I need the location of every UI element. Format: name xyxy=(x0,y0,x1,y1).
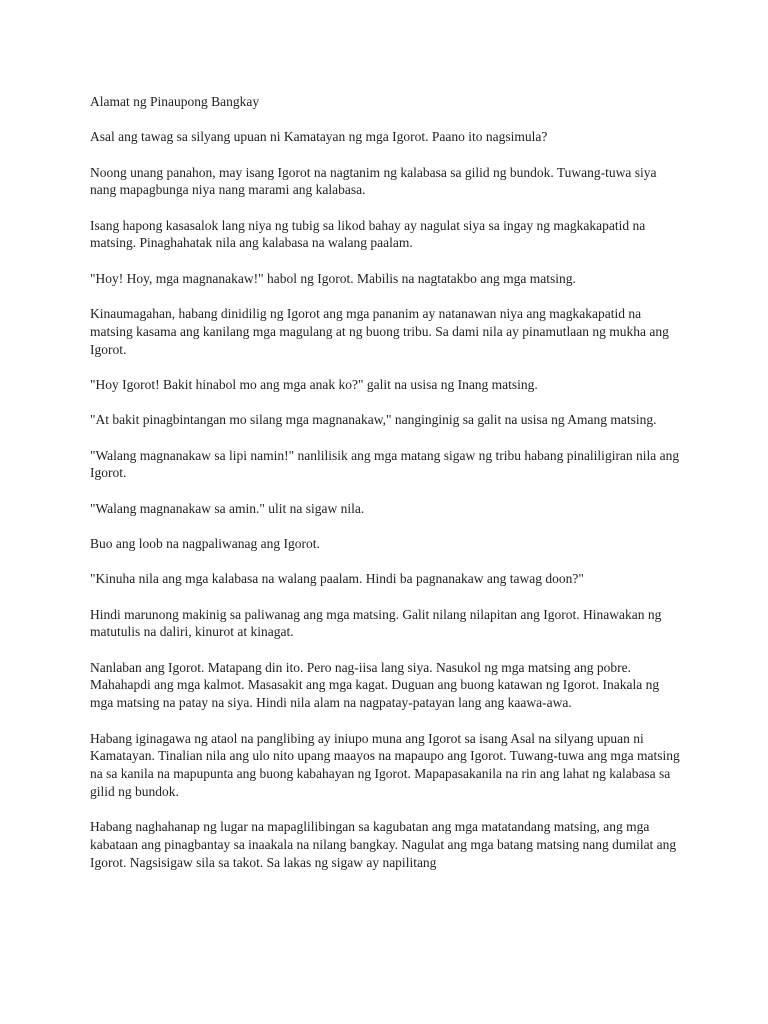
paragraph-10: Buo ang loob na nagpaliwanag ang Igorot. xyxy=(90,535,320,551)
paragraph-1: Asal ang tawag sa silyang upuan ni Kamatayan ng mga Igorot. Paano ito nagsimula? xyxy=(90,129,548,145)
paragraph-5: Kinaumagahan, habang dinidilig ng Igorot ang mga pananim ay natanawan niya ang magkakapatid na matsing kasama ang kanilang mga magulang at ng buong tribu. Sa dami nila ay pinamutlaan ng mukha ang Igorot. xyxy=(90,306,669,357)
paragraph-4: "Hoy! Hoy, mga magnanakaw!" habol ng Igorot. Mabilis na nagtatakbo ang mga matsing. xyxy=(90,270,576,286)
paragraph-15: Habang naghahanap ng lugar na mapaglilibingan sa kagubatan ang mga matatandang matsing, ang mga kabataan ang pinagbantay sa inaakala na nilang bangkay. Nagulat ang mga batang matsing nang dumilat ang Igorot. Nagsisigaw sila sa takot. Sa lakas ng sigaw ay napilitang xyxy=(90,819,677,870)
paragraph-8: "Walang magnanakaw sa lipi namin!" nanlilisik ang mga matang sigaw ng tribu habang pinaliligiran nila ang Igorot. xyxy=(90,447,680,481)
paragraph-9: "Walang magnanakaw sa amin." ulit na sigaw nila. xyxy=(90,500,365,516)
paragraph-12: Hindi marunong makinig sa paliwanag ang mga matsing. Galit nilang nilapitan ang Igorot. Hinawakan ng matutulis na daliri, kinurot at kinagat. xyxy=(90,606,662,640)
paragraph-6: "Hoy Igorot! Bakit hinabol mo ang mga anak ko?" galit na usisa ng Inang matsing. xyxy=(90,376,538,392)
paragraph-11: "Kinuha nila ang mga kalabasa na walang paalam. Hindi ba pagnanakaw ang tawag doon?" xyxy=(90,571,584,587)
document-page xyxy=(90,93,680,889)
paragraph-7: "At bakit pinagbintangan mo silang mga magnanakaw," nanginginig sa galit na usisa ng Amang matsing. xyxy=(90,412,657,428)
paragraph-13: Nanlaban ang Igorot. Matapang din ito. Pero nag-iisa lang siya. Nasukol ng mga matsing ang pobre. Mahahapdi ang mga kalmot. Masasakit ang mga kagat. Duguan ang buong katawan ng Igorot. Inakala ng mga matsing na patay na siya. Hindi nila alam na nagpatay-patayan lang ang kaawa-awa. xyxy=(90,659,660,711)
paragraph-14: Habang iginagawa ng ataol na panglibing ay iniupo muna ang Igorot sa isang Asal na silyang upuan ni Kamatayan. Tinalian nila ang ulo nito upang maayos na mapaupo ang Igorot. Tuwang-tuwa ang mga matsing na sa kanila na mapupunta ang buong kabahayan ng Igorot. Mapapasakanila na rin ang lahat ng kalabasa sa gilid ng bundok. xyxy=(90,730,680,799)
paragraph-2: Noong unang panahon, may isang Igorot na nagtanim ng kalabasa sa gilid ng bundok. Tuwang-tuwa siya nang mapagbunga niya nang marami ang kalabasa. xyxy=(90,164,657,198)
document-title: Alamat ng Pinaupong Bangkay xyxy=(90,94,260,109)
paragraph-3: Isang hapong kasasalok lang niya ng tubig sa likod bahay ay nagulat siya sa ingay ng magkakapatid na matsing. Pinaghahatak nila ang kalabasa na walang paalam. xyxy=(90,217,646,251)
